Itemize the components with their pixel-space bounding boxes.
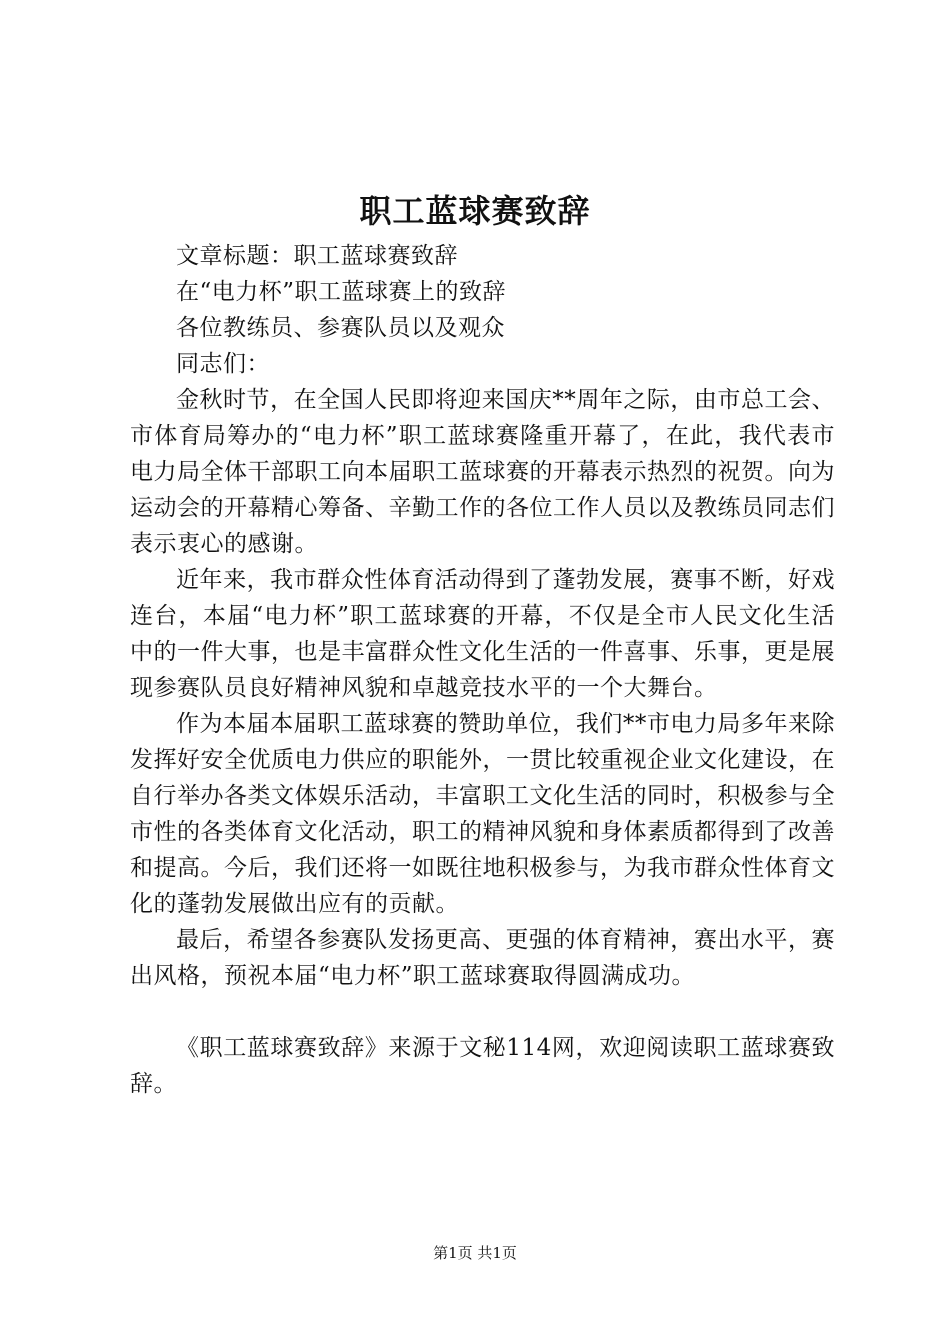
paragraph-greeting: 同志们： xyxy=(176,351,270,377)
paragraph-article-title: 文章标题：职工蓝球赛致辞 xyxy=(176,243,458,269)
paragraph-salutation: 各位教练员、参赛队员以及观众 xyxy=(176,315,505,341)
document-title: 职工蓝球赛致辞 xyxy=(359,192,591,230)
paragraph-closing: 最后，希望各参赛队发扬更高、更强的体育精神，赛出水平，赛出风格，预祝本届“电力杯”职工蓝球赛取得圆满成功。 xyxy=(130,927,835,989)
paragraph-sponsor: 作为本届本届职工蓝球赛的赞助单位，我们**市电力局多年来除发挥好安全优质电力供应的职能外，一贯比较重视企业文化建设，在自行举办各类文体娱乐活动，丰富职工文化生活的同时，积极参与全市性的各类体育文化活动，职工的精神风貌和身体素质都得到了改善和提高。今后，我们还将一如既往地积极参与，为我市群众性体育文化的蓬勃发展做出应有的贡献。 xyxy=(130,711,835,917)
page-footer: 第1页 共1页 xyxy=(433,1244,517,1262)
paragraph-spacer xyxy=(130,994,835,1030)
source-note: 《职工蓝球赛致辞》来源于文秘114网，欢迎阅读职工蓝球赛致辞。 xyxy=(130,1035,835,1097)
document-body xyxy=(130,238,835,1102)
paragraph-recent-years: 近年来，我市群众性体育活动得到了蓬勃发展，赛事不断，好戏连台，本届“电力杯”职工蓝球赛的开幕，不仅是全市人民文化生活中的一件大事，也是丰富群众性文化生活的一件喜事、乐事，更是展现参赛队员良好精神风貌和卓越竞技水平的一个大舞台。 xyxy=(130,567,835,701)
paragraph-subtitle: 在“电力杯”职工蓝球赛上的致辞 xyxy=(176,279,507,305)
paragraph-opening: 金秋时节，在全国人民即将迎来国庆**周年之际，由市总工会、市体育局筹办的“电力杯”职工蓝球赛隆重开幕了，在此，我代表市电力局全体干部职工向本届职工蓝球赛的开幕表示热烈的祝贺。向为运动会的开幕精心筹备、辛勤工作的各位工作人员以及教练员同志们表示衷心的感谢。 xyxy=(130,387,835,557)
